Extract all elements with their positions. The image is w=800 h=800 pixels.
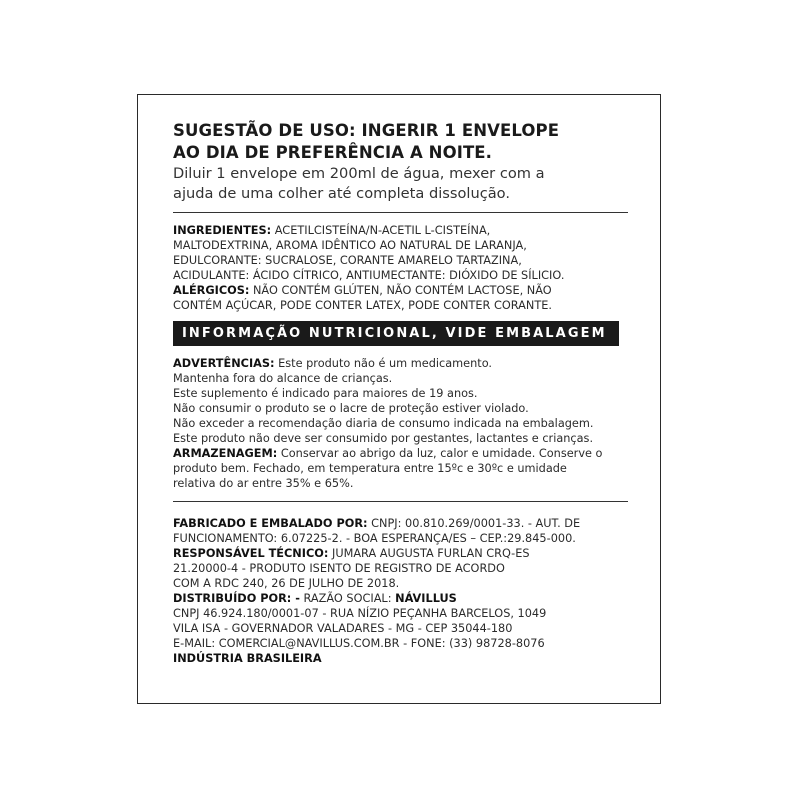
ingredients-text: ACETILCISTEÍNA/N-ACETIL L-CISTEÍNA, <box>271 224 491 237</box>
distributor-text: RAZÃO SOCIAL: <box>299 592 396 605</box>
storage-label: ARMAZENAGEM: <box>173 447 278 460</box>
storage-line <box>173 446 628 461</box>
distributor-name: NÁVILLUS <box>395 592 457 605</box>
allergens-text: NÃO CONTÉM GLÚTEN, NÃO CONTÉM LACTOSE, NÃO <box>249 284 552 297</box>
origin-line <box>173 651 628 666</box>
ingredients-label: INGREDIENTES: <box>173 224 272 237</box>
distributor-line: VILA ISA - GOVERNADOR VALADARES - MG - CEP 35044-180 <box>173 622 513 635</box>
warnings-section <box>173 356 628 491</box>
storage-line: produto bem. Fechado, em temperatura entre 15ºc e 30ºc e umidade <box>173 462 567 475</box>
ingredients-line: MALTODEXTRINA, AROMA IDÊNTICO AO NATURAL DE LARANJA, <box>173 239 527 252</box>
technical-label: RESPONSÁVEL TÉCNICO: <box>173 547 329 560</box>
warnings-text: Este produto não é um medicamento. <box>274 357 493 370</box>
usage-text-line: Diluir 1 envelope em 200ml de água, mexer com a <box>173 165 545 182</box>
manufacturer-line <box>173 516 628 531</box>
usage-text-line: ajuda de uma colher até completa dissolução. <box>173 185 510 202</box>
usage-title-line: AO DIA DE PREFERÊNCIA A NOITE. <box>173 143 493 162</box>
technical-line: COM A RDC 240, 26 DE JULHO DE 2018. <box>173 577 400 590</box>
allergens-label: ALÉRGICOS: <box>173 284 250 297</box>
warnings-line: Mantenha fora do alcance de crianças. <box>173 372 393 385</box>
usage-title <box>173 120 628 164</box>
manufacturer-line: FUNCIONAMENTO: 6.07225-2. - BOA ESPERANÇA/ES – CEP.:29.845-000. <box>173 532 576 545</box>
ingredients-line: ACIDULANTE: ÁCIDO CÍTRICO, ANTIUMECTANTE: DIÓXIDO DE SÍLICIO. <box>173 269 565 282</box>
storage-text: Conservar ao abrigo da luz, calor e umidade. Conserve o <box>277 447 603 460</box>
usage-instructions <box>173 164 628 204</box>
distributor-line: CNPJ 46.924.180/0001-07 - RUA NÍZIO PEÇANHA BARCELOS, 1049 <box>173 607 547 620</box>
warnings-line: Não consumir o produto se o lacre de proteção estiver violado. <box>173 402 529 415</box>
allergens-line: CONTÉM AÇÚCAR, PODE CONTER LATEX, PODE CONTER CORANTE. <box>173 299 552 312</box>
warnings-line: Este suplemento é indicado para maiores de 19 anos. <box>173 387 478 400</box>
technical-line: 21.20000-4 - PRODUTO ISENTO DE REGISTRO DE ACORDO <box>173 562 505 575</box>
warnings-line <box>173 356 628 371</box>
distributor-line: E-MAIL: COMERCIAL@NAVILLUS.COM.BR - FONE: (33) 98728-8076 <box>173 637 545 650</box>
usage-section <box>173 120 628 204</box>
warnings-label: ADVERTÊNCIAS: <box>173 357 275 370</box>
manufacturer-label: FABRICADO E EMBALADO POR: <box>173 517 368 530</box>
warnings-line: Este produto não deve ser consumido por gestantes, lactantes e crianças. <box>173 432 594 445</box>
manufacturer-text: CNPJ: 00.810.269/0001-33. - AUT. DE <box>367 517 581 530</box>
technical-line <box>173 546 628 561</box>
distributor-label: DISTRIBUÍDO POR: - <box>173 592 300 605</box>
distributor-line <box>173 591 628 606</box>
manufacturer-section <box>173 516 628 666</box>
label-content <box>173 120 628 666</box>
warnings-line: Não exceder a recomendação diaria de consumo indicada na embalagem. <box>173 417 594 430</box>
ingredients-line: EDULCORANTE: SUCRALOSE, CORANTE AMARELO TARTAZINA, <box>173 254 522 267</box>
nutrition-banner: INFORMAÇÃO NUTRICIONAL, VIDE EMBALAGEM <box>173 321 619 346</box>
usage-title-line: SUGESTÃO DE USO: INGERIR 1 ENVELOPE <box>173 121 560 140</box>
storage-line: relativa do ar entre 35% e 65%. <box>173 477 354 490</box>
origin-label: INDÚSTRIA BRASILEIRA <box>173 652 322 665</box>
ingredients-section <box>173 223 628 313</box>
technical-text: JUMARA AUGUSTA FURLAN CRQ-ES <box>328 547 530 560</box>
allergens-line <box>173 283 628 298</box>
ingredients-line <box>173 223 628 238</box>
